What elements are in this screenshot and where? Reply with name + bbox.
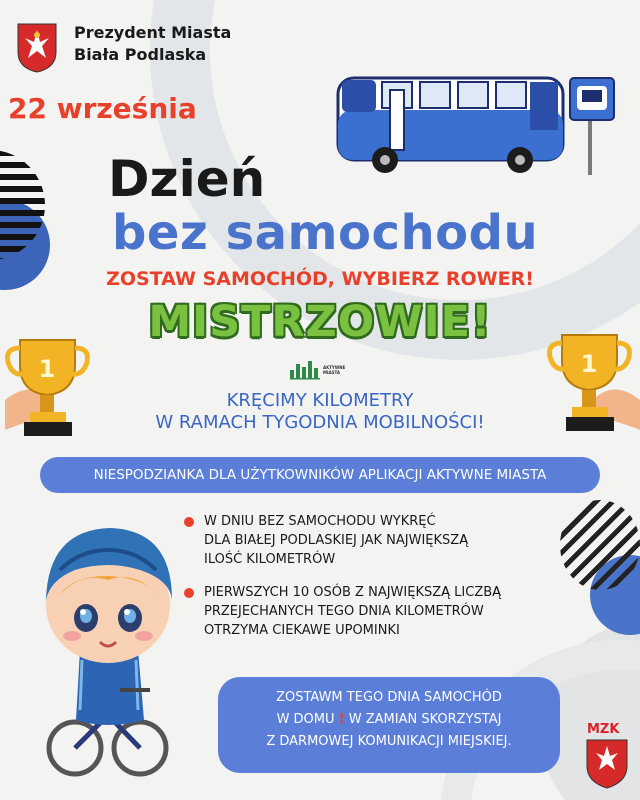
mobility-line-1: KRĘCIMY KILOMETRY [226,390,414,411]
box-line-3: Z DARMOWEJ KOMUNIKACJI MIEJSKIEJ. [266,734,512,749]
city-crest-icon [16,22,58,74]
list-item [184,512,604,569]
header-line-1: Prezydent Miasta [74,23,232,42]
bullet-line: PRZEJECHANYCH TEGO DNIA KILOMETRÓW [204,604,484,619]
bullet-line: DLA BIAŁEJ PODLASKIEJ JAK NAJWIĘKSZĄ [204,533,469,548]
logo-line-1: AKTYWNE [323,365,346,370]
champions-heading: MISTRZOWIE! [148,297,492,347]
bus-icon [330,50,630,180]
list-item [184,583,604,640]
aktywne-miasta-logo-text [323,365,345,375]
title-line-1: Dzień [108,150,266,208]
bullet-list [184,512,604,654]
mobility-line-2: W RAMACH TYGODNIA MOBILNOŚCI! [155,412,485,433]
box-line-2 [218,709,560,731]
slogan: ZOSTAW SAMOCHÓD, WYBIERZ ROWER! [106,268,534,290]
cyclist-child-illustration [20,510,190,780]
box-line-2a: W DOMU [276,712,335,727]
box-line-2b: W ZAMIAN SKORZYSTAJ [348,712,502,727]
bullet-line: W DNIU BEZ SAMOCHODU WYKRĘĆ [204,514,436,529]
bullet-line: ILOŚĆ KILOMETRÓW [204,552,336,567]
bullet-line: OTRZYMA CIEKAWE UPOMINKI [204,623,400,638]
bullet-dot [184,517,194,527]
title-line-2: bez samochodu [112,205,539,261]
public-transport-box [218,677,560,773]
mzk-label: MZK [587,722,620,737]
box-line-1: ZOSTAWM TEGO DNIA SAMOCHÓD [276,690,502,705]
trophy-number: 1 [580,350,598,378]
surprise-banner: NIESPODZIANKA DLA UŻYTKOWNIKÓW APLIKACJI AKTYWNE MIASTA [40,457,600,493]
exclamation-mark: ! [338,712,345,727]
trophy-number: 1 [38,355,56,383]
header-line-2: Biała Podlaska [74,45,207,64]
bullet-line: PIERWSZYCH 10 OSÓB Z NAJWIĘKSZĄ LICZBĄ [204,585,502,600]
header-title [74,22,231,66]
mobility-week-text [0,390,640,434]
bullet-dot [184,588,194,598]
logo-line-2: MIASTA [323,370,340,375]
event-date: 22 września [8,92,197,125]
